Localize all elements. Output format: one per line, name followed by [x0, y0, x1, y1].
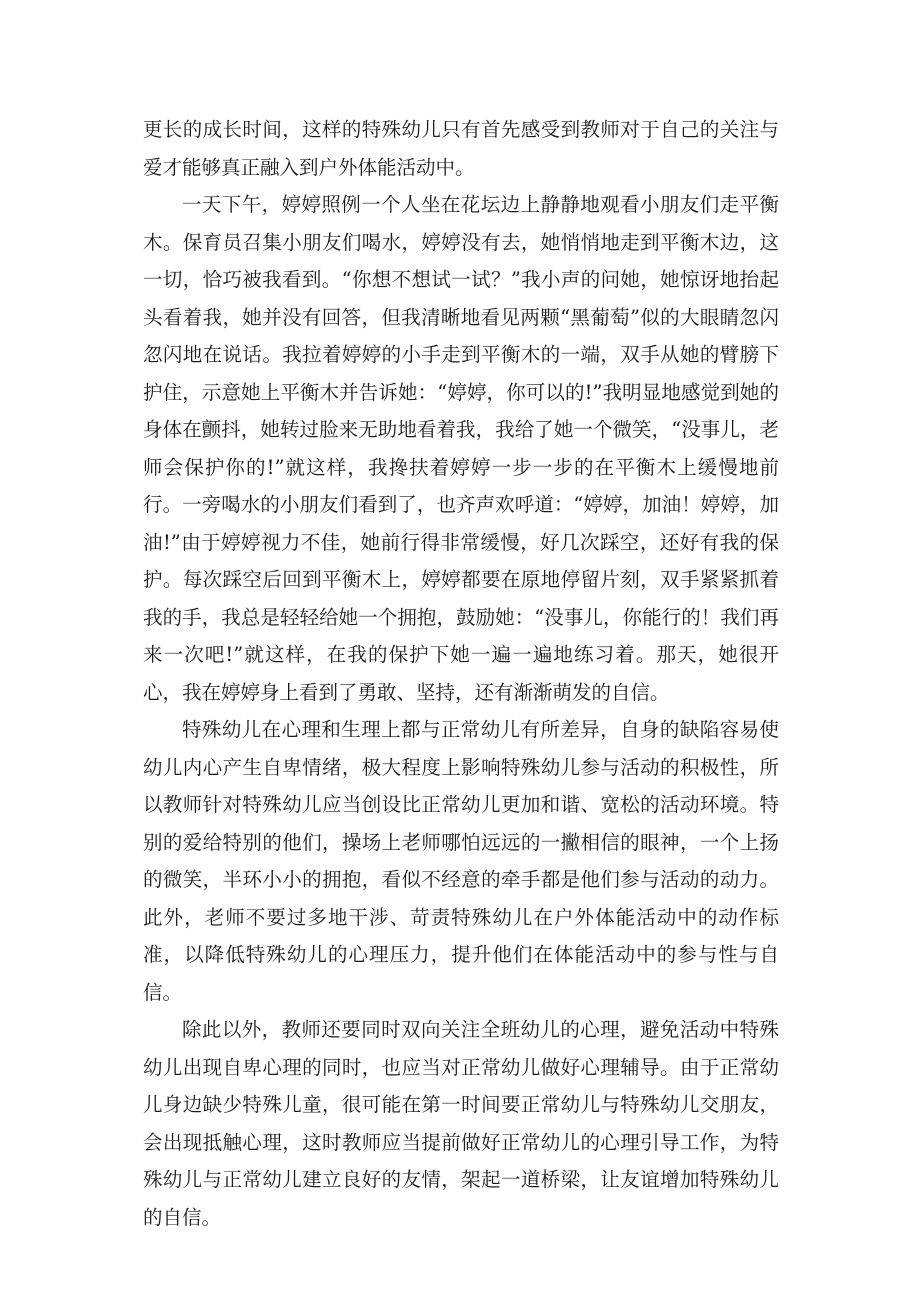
- paragraph-story: 一天下午，婷婷照例一个人坐在花坛边上静静地观看小朋友们走平衡木。保育员召集小朋友们喝水，婷婷没有去，她悄悄地走到平衡木边，这一切，恰巧被我看到。“你想不想试一试？”我小声的问她，她惊讶地抬起头看着我，她并没有回答，但我清晰地看见两颗“黑葡萄”似的大眼睛忽闪忽闪地在说话。我拉着婷婷的小手走到平衡木的一端，双手从她的臂膀下护住，示意她上平衡木并告诉她：“婷婷，你可以的!”我明显地感觉到她的身体在颤抖，她转过脸来无助地看着我，我给了她一个微笑，“没事儿，老师会保护你的!”就这样，我搀扶着婷婷一步一步的在平衡木上缓慢地前行。一旁喝水的小朋友们看到了，也齐声欢呼道：“婷婷，加油！婷婷，加油!”由于婷婷视力不佳，她前行得非常缓慢，好几次踩空，还好有我的保护。每次踩空后回到平衡木上，婷婷都要在原地停留片刻，双手紧紧抓着我的手，我总是轻轻给她一个拥抱，鼓励她：“没事儿，你能行的！我们再来一次吧!”就这样，在我的保护下她一遍一遍地练习着。那天，她很开心，我在婷婷身上看到了勇敢、坚持，还有渐渐萌发的自信。: [143, 193, 779, 704]
- paragraph-analysis: 特殊幼儿在心理和生理上都与正常幼儿有所差异，自身的缺陷容易使幼儿内心产生自卑情绪，极大程度上影响特殊幼儿参与活动的积极性，所以教师针对特殊幼儿应当创设比正常幼儿更加和谐、宽松的活动环境。特别的爱给特别的他们，操场上老师哪怕远远的一撇相信的眼神，一个上扬的微笑，半环小小的拥抱，看似不经意的牵手都是他们参与活动的动力。此外，老师不要过多地干涉、苛责特殊幼儿在户外体能活动中的动作标准，以降低特殊幼儿的心理压力，提升他们在体能活动中的参与性与自信。: [143, 718, 779, 1004]
- document-body: [143, 111, 779, 1236]
- paragraph-continuation: 更长的成长时间，这样的特殊幼儿只有首先感受到教师对于自己的关注与爱才能够真正融入到户外体能活动中。: [143, 118, 779, 179]
- paragraph-conclusion: 除此以外，教师还要同时双向关注全班幼儿的心理，避免活动中特殊幼儿出现自卑心理的同时，也应当对正常幼儿做好心理辅导。由于正常幼儿身边缺少特殊儿童，很可能在第一时间要正常幼儿与特殊幼儿交朋友，会出现抵触心理，这时教师应当提前做好正常幼儿的心理引导工作，为特殊幼儿与正常幼儿建立良好的友情，架起一道桥梁，让友谊增加特殊幼儿的自信。: [143, 1018, 779, 1229]
